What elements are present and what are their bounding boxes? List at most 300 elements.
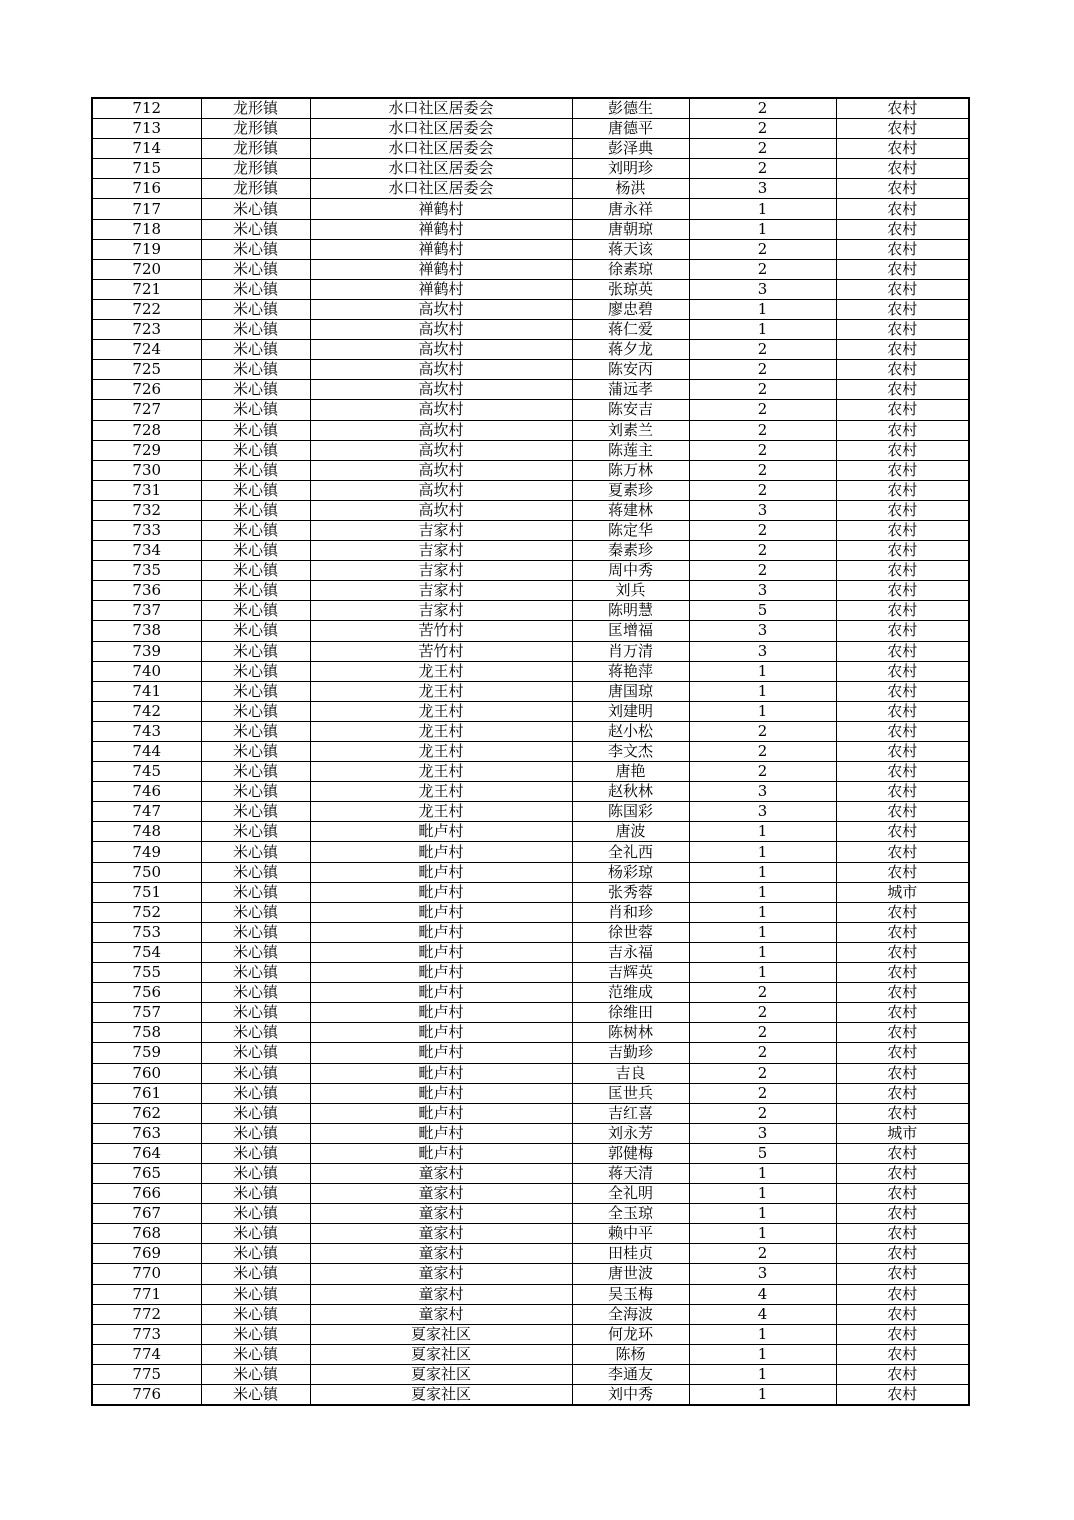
town-cell: 米心镇 [201, 259, 310, 279]
name-cell: 秦素珍 [572, 541, 689, 561]
table-row [92, 440, 969, 460]
residence-type-cell: 农村 [836, 762, 969, 782]
residence-type-cell: 农村 [836, 1264, 969, 1284]
residence-type-cell: 农村 [836, 179, 969, 199]
village-cell: 禅鹤村 [310, 239, 572, 259]
village-cell: 高坎村 [310, 400, 572, 420]
household-size-cell: 3 [689, 802, 836, 822]
town-cell: 米心镇 [201, 1023, 310, 1043]
residence-type-cell: 农村 [836, 1023, 969, 1043]
row-number-cell: 758 [92, 1023, 201, 1043]
household-size-cell: 1 [689, 1385, 836, 1406]
table-row [92, 219, 969, 239]
village-cell: 夏家社区 [310, 1324, 572, 1344]
village-cell: 吉家村 [310, 541, 572, 561]
row-number-cell: 735 [92, 561, 201, 581]
row-number-cell: 771 [92, 1284, 201, 1304]
town-cell: 米心镇 [201, 520, 310, 540]
table-row [92, 922, 969, 942]
row-number-cell: 769 [92, 1244, 201, 1264]
residence-type-cell: 农村 [836, 1103, 969, 1123]
table-row [92, 1003, 969, 1023]
residence-type-cell: 农村 [836, 721, 969, 741]
name-cell: 蒋建林 [572, 500, 689, 520]
table-row [92, 721, 969, 741]
household-size-cell: 1 [689, 320, 836, 340]
name-cell: 何龙环 [572, 1324, 689, 1344]
table-row [92, 1244, 969, 1264]
table-row [92, 1204, 969, 1224]
residence-type-cell: 农村 [836, 420, 969, 440]
name-cell: 肖和珍 [572, 902, 689, 922]
row-number-cell: 742 [92, 701, 201, 721]
village-cell: 水口社区居委会 [310, 98, 572, 119]
row-number-cell: 720 [92, 259, 201, 279]
row-number-cell: 731 [92, 480, 201, 500]
village-cell: 龙王村 [310, 661, 572, 681]
household-size-cell: 5 [689, 601, 836, 621]
row-number-cell: 774 [92, 1344, 201, 1364]
town-cell: 米心镇 [201, 541, 310, 561]
name-cell: 全海波 [572, 1304, 689, 1324]
household-size-cell: 2 [689, 742, 836, 762]
village-cell: 夏家社区 [310, 1385, 572, 1406]
table-row [92, 1385, 969, 1406]
table-row [92, 963, 969, 983]
village-cell: 毗卢村 [310, 1003, 572, 1023]
town-cell: 米心镇 [201, 219, 310, 239]
village-cell: 毗卢村 [310, 1103, 572, 1123]
name-cell: 吉良 [572, 1063, 689, 1083]
table-row [92, 159, 969, 179]
household-size-cell: 2 [689, 98, 836, 119]
row-number-cell: 736 [92, 581, 201, 601]
household-size-cell: 2 [689, 480, 836, 500]
row-number-cell: 767 [92, 1204, 201, 1224]
table-row [92, 581, 969, 601]
table-row [92, 1043, 969, 1063]
village-cell: 水口社区居委会 [310, 159, 572, 179]
name-cell: 蒋艳萍 [572, 661, 689, 681]
household-size-cell: 3 [689, 179, 836, 199]
village-cell: 毗卢村 [310, 862, 572, 882]
table-row [92, 842, 969, 862]
residence-type-cell: 农村 [836, 983, 969, 1003]
residence-type-cell: 农村 [836, 862, 969, 882]
name-cell: 徐世蓉 [572, 922, 689, 942]
town-cell: 米心镇 [201, 199, 310, 219]
row-number-cell: 734 [92, 541, 201, 561]
name-cell: 夏素珍 [572, 480, 689, 500]
name-cell: 刘素兰 [572, 420, 689, 440]
name-cell: 吉勤珍 [572, 1043, 689, 1063]
town-cell: 米心镇 [201, 963, 310, 983]
name-cell: 范维成 [572, 983, 689, 1003]
name-cell: 刘明珍 [572, 159, 689, 179]
residence-type-cell: 农村 [836, 1284, 969, 1304]
residence-type-cell: 农村 [836, 842, 969, 862]
row-number-cell: 713 [92, 119, 201, 139]
name-cell: 赖中平 [572, 1224, 689, 1244]
residence-type-cell: 农村 [836, 641, 969, 661]
name-cell: 刘建明 [572, 701, 689, 721]
household-size-cell: 2 [689, 400, 836, 420]
row-number-cell: 770 [92, 1264, 201, 1284]
residence-type-cell: 农村 [836, 219, 969, 239]
town-cell: 米心镇 [201, 1063, 310, 1083]
table-row [92, 1163, 969, 1183]
table-row [92, 902, 969, 922]
table-row [92, 681, 969, 701]
row-number-cell: 732 [92, 500, 201, 520]
residence-type-cell: 农村 [836, 1224, 969, 1244]
table-row [92, 1123, 969, 1143]
town-cell: 米心镇 [201, 1324, 310, 1344]
household-size-cell: 1 [689, 199, 836, 219]
table-row [92, 179, 969, 199]
table-row [92, 1364, 969, 1384]
name-cell: 唐朝琼 [572, 219, 689, 239]
town-cell: 米心镇 [201, 420, 310, 440]
residence-type-cell: 农村 [836, 782, 969, 802]
row-number-cell: 719 [92, 239, 201, 259]
name-cell: 陈莲主 [572, 440, 689, 460]
household-size-cell: 2 [689, 340, 836, 360]
residence-type-cell: 农村 [836, 661, 969, 681]
village-cell: 夏家社区 [310, 1364, 572, 1384]
name-cell: 刘永芳 [572, 1123, 689, 1143]
household-size-cell: 1 [689, 701, 836, 721]
household-size-cell: 3 [689, 1264, 836, 1284]
town-cell: 龙形镇 [201, 98, 310, 119]
town-cell: 米心镇 [201, 299, 310, 319]
residence-type-cell: 农村 [836, 1324, 969, 1344]
row-number-cell: 757 [92, 1003, 201, 1023]
household-size-cell: 2 [689, 1063, 836, 1083]
village-cell: 高坎村 [310, 480, 572, 500]
name-cell: 陈安吉 [572, 400, 689, 420]
row-number-cell: 772 [92, 1304, 201, 1324]
name-cell: 彭德生 [572, 98, 689, 119]
table-row [92, 621, 969, 641]
village-cell: 龙王村 [310, 742, 572, 762]
household-size-cell: 2 [689, 1083, 836, 1103]
village-cell: 童家村 [310, 1184, 572, 1204]
village-cell: 高坎村 [310, 380, 572, 400]
household-size-cell: 2 [689, 460, 836, 480]
household-size-cell: 1 [689, 299, 836, 319]
table-row [92, 320, 969, 340]
table-row [92, 420, 969, 440]
table-row [92, 400, 969, 420]
name-cell: 张琼英 [572, 279, 689, 299]
town-cell: 米心镇 [201, 681, 310, 701]
row-number-cell: 743 [92, 721, 201, 741]
village-cell: 毗卢村 [310, 1023, 572, 1043]
household-size-cell: 2 [689, 1003, 836, 1023]
village-cell: 毗卢村 [310, 1123, 572, 1143]
name-cell: 吉辉英 [572, 963, 689, 983]
residence-type-cell: 城市 [836, 882, 969, 902]
household-size-cell: 2 [689, 239, 836, 259]
town-cell: 米心镇 [201, 802, 310, 822]
household-size-cell: 2 [689, 159, 836, 179]
village-cell: 龙王村 [310, 802, 572, 822]
village-cell: 童家村 [310, 1304, 572, 1324]
household-size-cell: 2 [689, 259, 836, 279]
town-cell: 米心镇 [201, 400, 310, 420]
village-cell: 毗卢村 [310, 902, 572, 922]
town-cell: 米心镇 [201, 842, 310, 862]
name-cell: 蒋仁爱 [572, 320, 689, 340]
household-size-cell: 2 [689, 520, 836, 540]
residence-type-cell: 农村 [836, 942, 969, 962]
household-size-cell: 1 [689, 882, 836, 902]
household-size-cell: 2 [689, 1023, 836, 1043]
name-cell: 蒋天清 [572, 1163, 689, 1183]
row-number-cell: 740 [92, 661, 201, 681]
town-cell: 米心镇 [201, 882, 310, 902]
town-cell: 米心镇 [201, 1284, 310, 1304]
town-cell: 米心镇 [201, 1143, 310, 1163]
table-row [92, 1264, 969, 1284]
name-cell: 郭健梅 [572, 1143, 689, 1163]
name-cell: 蒲远孝 [572, 380, 689, 400]
row-number-cell: 760 [92, 1063, 201, 1083]
residence-type-cell: 农村 [836, 460, 969, 480]
row-number-cell: 750 [92, 862, 201, 882]
household-size-cell: 1 [689, 942, 836, 962]
town-cell: 龙形镇 [201, 159, 310, 179]
town-cell: 米心镇 [201, 1304, 310, 1324]
village-cell: 毗卢村 [310, 1083, 572, 1103]
name-cell: 徐素琼 [572, 259, 689, 279]
row-number-cell: 729 [92, 440, 201, 460]
residence-type-cell: 农村 [836, 1043, 969, 1063]
village-cell: 童家村 [310, 1264, 572, 1284]
town-cell: 米心镇 [201, 721, 310, 741]
name-cell: 肖万清 [572, 641, 689, 661]
town-cell: 米心镇 [201, 701, 310, 721]
row-number-cell: 737 [92, 601, 201, 621]
residence-type-cell: 农村 [836, 239, 969, 259]
household-size-cell: 3 [689, 581, 836, 601]
table-row [92, 380, 969, 400]
household-size-cell: 1 [689, 1204, 836, 1224]
row-number-cell: 761 [92, 1083, 201, 1103]
table-row [92, 119, 969, 139]
town-cell: 米心镇 [201, 561, 310, 581]
name-cell: 刘兵 [572, 581, 689, 601]
residence-type-cell: 农村 [836, 1143, 969, 1163]
name-cell: 蒋夕龙 [572, 340, 689, 360]
household-table [91, 97, 970, 1406]
row-number-cell: 717 [92, 199, 201, 219]
name-cell: 唐德平 [572, 119, 689, 139]
residence-type-cell: 农村 [836, 1385, 969, 1406]
table-row [92, 802, 969, 822]
village-cell: 禅鹤村 [310, 219, 572, 239]
table-row [92, 541, 969, 561]
household-size-cell: 1 [689, 1184, 836, 1204]
household-size-cell: 3 [689, 621, 836, 641]
row-number-cell: 718 [92, 219, 201, 239]
town-cell: 米心镇 [201, 621, 310, 641]
residence-type-cell: 农村 [836, 98, 969, 119]
household-size-cell: 1 [689, 822, 836, 842]
table-row [92, 1224, 969, 1244]
household-size-cell: 1 [689, 219, 836, 239]
table-row [92, 1063, 969, 1083]
name-cell: 李文杰 [572, 742, 689, 762]
table-row [92, 1103, 969, 1123]
town-cell: 米心镇 [201, 1043, 310, 1063]
residence-type-cell: 农村 [836, 400, 969, 420]
row-number-cell: 745 [92, 762, 201, 782]
household-size-cell: 1 [689, 902, 836, 922]
residence-type-cell: 农村 [836, 742, 969, 762]
village-cell: 夏家社区 [310, 1344, 572, 1364]
household-size-cell: 2 [689, 541, 836, 561]
village-cell: 高坎村 [310, 360, 572, 380]
village-cell: 禅鹤村 [310, 199, 572, 219]
village-cell: 高坎村 [310, 500, 572, 520]
name-cell: 吉红喜 [572, 1103, 689, 1123]
name-cell: 唐艳 [572, 762, 689, 782]
row-number-cell: 728 [92, 420, 201, 440]
name-cell: 唐世波 [572, 1264, 689, 1284]
village-cell: 童家村 [310, 1204, 572, 1224]
residence-type-cell: 农村 [836, 299, 969, 319]
table-row [92, 340, 969, 360]
row-number-cell: 724 [92, 340, 201, 360]
residence-type-cell: 农村 [836, 440, 969, 460]
residence-type-cell: 农村 [836, 119, 969, 139]
household-size-cell: 2 [689, 561, 836, 581]
table-row [92, 601, 969, 621]
table-row [92, 199, 969, 219]
village-cell: 童家村 [310, 1224, 572, 1244]
household-size-cell: 1 [689, 1163, 836, 1183]
table-row [92, 460, 969, 480]
table-row [92, 500, 969, 520]
name-cell: 陈万林 [572, 460, 689, 480]
town-cell: 米心镇 [201, 480, 310, 500]
household-table-body [92, 98, 969, 1405]
village-cell: 龙王村 [310, 721, 572, 741]
row-number-cell: 759 [92, 1043, 201, 1063]
table-row [92, 520, 969, 540]
row-number-cell: 721 [92, 279, 201, 299]
table-row [92, 561, 969, 581]
village-cell: 高坎村 [310, 320, 572, 340]
residence-type-cell: 农村 [836, 320, 969, 340]
row-number-cell: 752 [92, 902, 201, 922]
name-cell: 刘中秀 [572, 1385, 689, 1406]
town-cell: 米心镇 [201, 762, 310, 782]
town-cell: 米心镇 [201, 983, 310, 1003]
village-cell: 水口社区居委会 [310, 119, 572, 139]
name-cell: 廖忠碧 [572, 299, 689, 319]
residence-type-cell: 农村 [836, 1163, 969, 1183]
household-size-cell: 2 [689, 139, 836, 159]
table-row [92, 782, 969, 802]
table-row [92, 762, 969, 782]
town-cell: 米心镇 [201, 380, 310, 400]
table-row [92, 742, 969, 762]
town-cell: 米心镇 [201, 500, 310, 520]
town-cell: 米心镇 [201, 320, 310, 340]
row-number-cell: 768 [92, 1224, 201, 1244]
row-number-cell: 747 [92, 802, 201, 822]
village-cell: 毗卢村 [310, 822, 572, 842]
table-row [92, 1304, 969, 1324]
village-cell: 毗卢村 [310, 983, 572, 1003]
table-row [92, 279, 969, 299]
household-size-cell: 2 [689, 721, 836, 741]
village-cell: 龙王村 [310, 681, 572, 701]
residence-type-cell: 农村 [836, 1364, 969, 1384]
name-cell: 陈树林 [572, 1023, 689, 1043]
household-size-cell: 1 [689, 661, 836, 681]
residence-type-cell: 农村 [836, 822, 969, 842]
residence-type-cell: 农村 [836, 1344, 969, 1364]
town-cell: 米心镇 [201, 822, 310, 842]
village-cell: 吉家村 [310, 520, 572, 540]
name-cell: 蒋天该 [572, 239, 689, 259]
name-cell: 匡世兵 [572, 1083, 689, 1103]
town-cell: 米心镇 [201, 742, 310, 762]
household-size-cell: 2 [689, 380, 836, 400]
town-cell: 米心镇 [201, 942, 310, 962]
row-number-cell: 764 [92, 1143, 201, 1163]
row-number-cell: 712 [92, 98, 201, 119]
town-cell: 米心镇 [201, 922, 310, 942]
row-number-cell: 715 [92, 159, 201, 179]
row-number-cell: 716 [92, 179, 201, 199]
row-number-cell: 751 [92, 882, 201, 902]
row-number-cell: 773 [92, 1324, 201, 1344]
village-cell: 高坎村 [310, 460, 572, 480]
town-cell: 米心镇 [201, 661, 310, 681]
town-cell: 米心镇 [201, 1364, 310, 1384]
village-cell: 龙王村 [310, 762, 572, 782]
village-cell: 童家村 [310, 1163, 572, 1183]
table-row [92, 882, 969, 902]
row-number-cell: 748 [92, 822, 201, 842]
table-row [92, 1083, 969, 1103]
row-number-cell: 739 [92, 641, 201, 661]
town-cell: 米心镇 [201, 581, 310, 601]
residence-type-cell: 农村 [836, 500, 969, 520]
residence-type-cell: 农村 [836, 963, 969, 983]
household-size-cell: 2 [689, 1244, 836, 1264]
town-cell: 米心镇 [201, 1103, 310, 1123]
row-number-cell: 754 [92, 942, 201, 962]
town-cell: 米心镇 [201, 360, 310, 380]
name-cell: 彭泽典 [572, 139, 689, 159]
residence-type-cell: 农村 [836, 139, 969, 159]
row-number-cell: 753 [92, 922, 201, 942]
row-number-cell: 755 [92, 963, 201, 983]
row-number-cell: 744 [92, 742, 201, 762]
name-cell: 陈明慧 [572, 601, 689, 621]
village-cell: 苦竹村 [310, 641, 572, 661]
household-size-cell: 3 [689, 1123, 836, 1143]
residence-type-cell: 农村 [836, 279, 969, 299]
household-size-cell: 2 [689, 119, 836, 139]
name-cell: 陈定华 [572, 520, 689, 540]
